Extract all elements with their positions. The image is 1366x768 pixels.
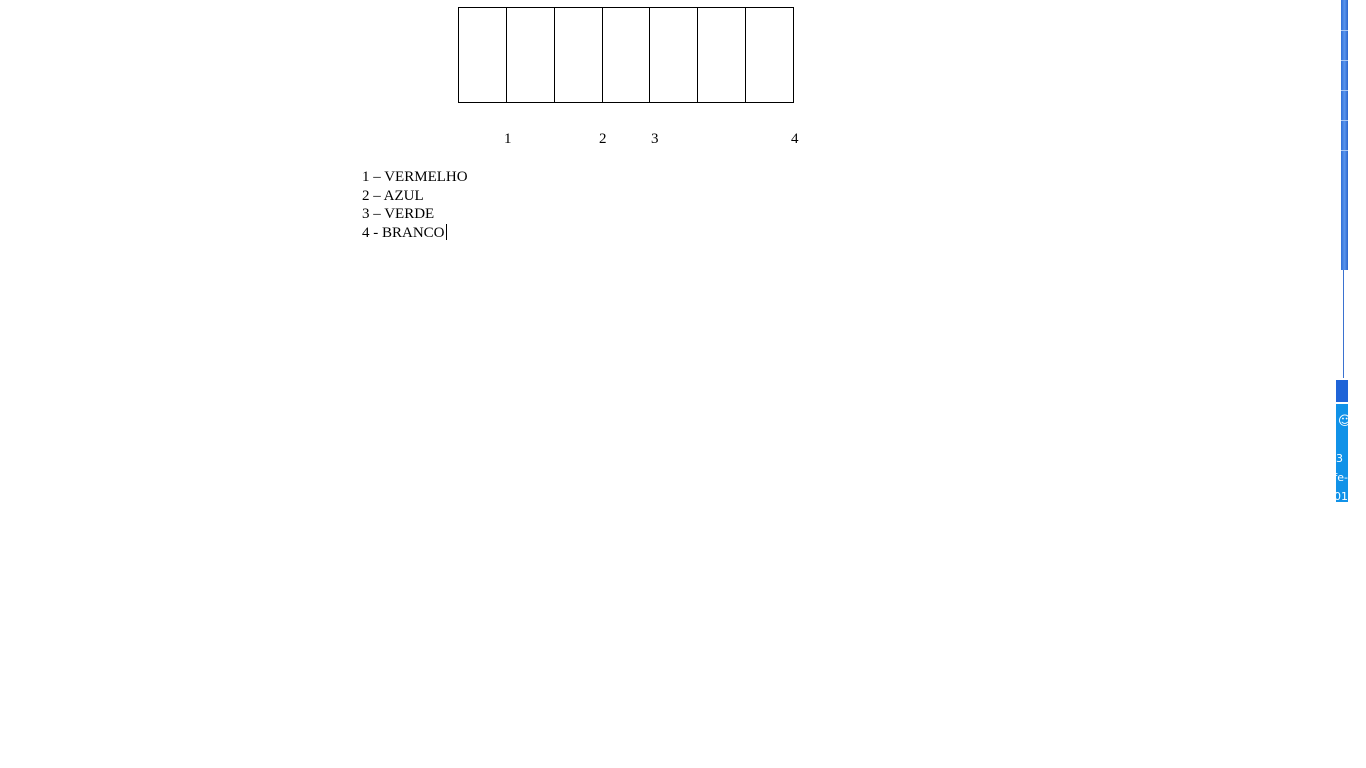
grid-cell[interactable]	[459, 8, 507, 102]
color-legend[interactable]	[362, 168, 468, 242]
grid-cell[interactable]	[698, 8, 746, 102]
clock-text[interactable]: 01	[1334, 490, 1348, 503]
legend-item-blue: 2 – AZUL	[362, 187, 424, 204]
grid-label-2: 2	[599, 131, 607, 147]
grid-cell[interactable]	[746, 8, 793, 102]
grid-label-1: 1	[504, 131, 512, 147]
legend-item-white-text: 4 - BRANCO	[362, 224, 445, 241]
clock-text[interactable]: -fe	[1333, 471, 1348, 484]
taskbar-divider	[1341, 30, 1348, 31]
grid-cell[interactable]	[507, 8, 555, 102]
grid-cell[interactable]	[603, 8, 651, 102]
taskbar-divider	[1341, 150, 1348, 151]
taskbar-divider	[1341, 90, 1348, 91]
legend-item-red: 1 – VERMELHO	[362, 169, 468, 185]
text-cursor	[446, 224, 447, 240]
people-icon[interactable]: ☺	[1338, 414, 1352, 429]
taskbar-edge[interactable]	[1341, 0, 1348, 270]
tray-show-hidden-button[interactable]	[1336, 380, 1348, 402]
legend-item-white	[362, 224, 468, 243]
grid-label-3: 3	[651, 131, 659, 147]
taskbar-divider	[1341, 60, 1348, 61]
legend-item-green: 3 – VERDE	[362, 206, 435, 222]
color-grid-table[interactable]	[458, 7, 794, 103]
taskbar-gap	[1343, 270, 1349, 378]
grid-cell[interactable]	[555, 8, 603, 102]
taskbar-divider	[1341, 120, 1348, 121]
grid-label-4: 4	[791, 131, 799, 147]
grid-cell[interactable]	[650, 8, 698, 102]
clock-text[interactable]: 3	[1336, 452, 1343, 465]
